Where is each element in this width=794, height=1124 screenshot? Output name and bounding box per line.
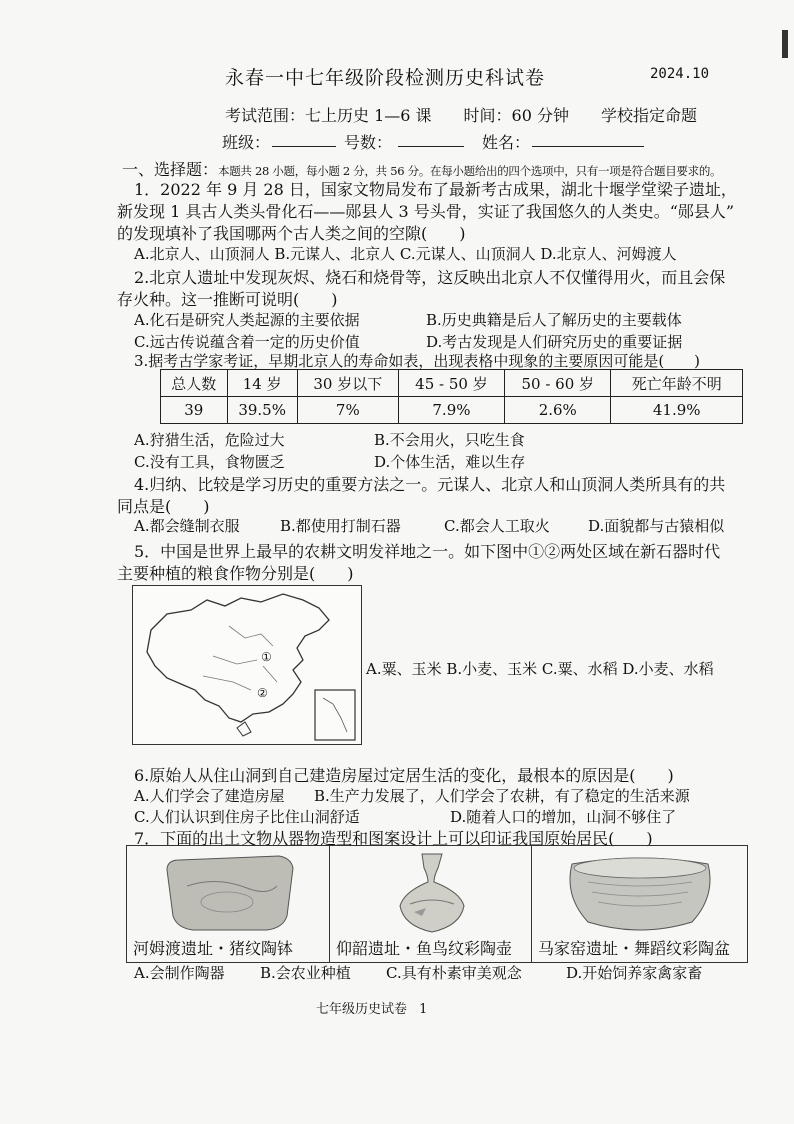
- exam-date: 2024.10: [650, 66, 710, 82]
- relic-caption-2: 仰韶遗址・鱼鸟纹彩陶壶: [336, 939, 513, 958]
- q6-option-a: A.人们学会了建造房屋: [134, 787, 285, 805]
- q4-line2: 同点是( ): [117, 497, 210, 516]
- table-header-row: [161, 370, 743, 397]
- q6-line1: 6.原始人从住山洞到自己建造房屋过定居生活的变化，最根本的原因是( ): [134, 766, 674, 785]
- table-cell: 7.9%: [398, 397, 504, 424]
- relic-caption-3: 马家窑遗址・舞蹈纹彩陶盆: [538, 939, 731, 958]
- section-instruction: 本题共 28 小题，每小题 2 分，共 56 分。在每小题给出的四个选项中，只有一项是符合题目要求的。: [218, 164, 722, 178]
- q7-option-b: B.会农业种植: [260, 964, 351, 982]
- class-blank[interactable]: [272, 146, 336, 147]
- region-1-marker: ①: [261, 650, 272, 664]
- q2-option-b: B.历史典籍是后人了解历史的主要载体: [426, 311, 682, 329]
- class-label: 班级：: [222, 133, 271, 152]
- pig-pattern-bowl-image: [127, 846, 329, 940]
- q2-line1: 2.北京人遗址中发现灰烬、烧石和烧骨等，这反映出北京人不仅懂得用火，而且会保: [134, 268, 726, 287]
- q2-option-c: C.远古传说蕴含着一定的历史价值: [134, 333, 360, 351]
- number-label: 号数：: [344, 133, 393, 152]
- relic-cell: [329, 846, 532, 962]
- table-header-cell: 45 - 50 岁: [398, 370, 504, 397]
- q7-line1: 7．下面的出土文物从器物造型和图案设计上可以印证我国原始居民( ): [134, 829, 653, 848]
- q1-line1: 1．2022 年 9 月 28 日，国家文物局发布了最新考古成果，湖北十堰学堂梁子遗址，: [134, 180, 737, 199]
- q2-option-d: D.考古发现是人们研究历史的重要证据: [426, 333, 683, 351]
- table-row: [161, 397, 743, 424]
- q5-options: A.粟、玉米 B.小麦、玉米 C.粟、水稻 D.小麦、水稻: [366, 660, 714, 678]
- scan-edge-mark: [782, 30, 788, 58]
- relic-cell: [531, 846, 748, 962]
- footer-label: 七年级历史试卷: [316, 1002, 408, 1017]
- q7-option-d: D.开始饲养家禽家畜: [566, 964, 703, 982]
- footer: [316, 998, 427, 1017]
- relics-figure: [126, 845, 748, 963]
- q2-option-a: A.化石是研究人类起源的主要依据: [134, 311, 360, 329]
- name-blank[interactable]: [532, 146, 644, 147]
- q1-options: A.北京人、山顶洞人 B.元谋人、北京人 C.元谋人、山顶洞人 D.北京人、河姆渡人: [134, 245, 677, 263]
- table-header-cell: 50 - 60 岁: [505, 370, 611, 397]
- table-cell: 41.9%: [611, 397, 743, 424]
- q4-line1: 4.归纳、比较是学习历史的重要方法之一。元谋人、北京人和山顶洞人类所具有的共: [134, 475, 726, 494]
- relic-caption-1: 河姆渡遗址・猪纹陶钵: [133, 939, 294, 958]
- section-title: 一、选择题：: [122, 160, 219, 179]
- q4-option-b: B.都使用打制石器: [280, 517, 401, 535]
- q4-option-c: C.都会人工取火: [444, 517, 550, 535]
- q6-option-c: C.人们认识到住房子比住山洞舒适: [134, 808, 360, 826]
- table-cell: 39.5%: [227, 397, 297, 424]
- q3-option-b: B.不会用火，只吃生食: [374, 431, 525, 449]
- table-header-cell: 总人数: [161, 370, 228, 397]
- q2-line2: 存火种。这一推断可说明( ): [117, 290, 338, 309]
- china-map: [132, 585, 362, 745]
- china-map-outline: [133, 586, 361, 744]
- table-header-cell: 死亡年龄不明: [611, 370, 743, 397]
- q3-option-c: C.没有工具，食物匮乏: [134, 453, 285, 471]
- dance-pattern-basin-image: [532, 846, 748, 940]
- q4-option-d: D.面貌都与古猿相似: [588, 517, 725, 535]
- q6-option-b: B.生产力发展了，人们学会了农耕，有了稳定的生活来源: [314, 787, 690, 805]
- q5-line1: 5．中国是世界上最早的农耕文明发祥地之一。如下图中①②两处区域在新石器时代: [134, 542, 721, 561]
- lifespan-table: [160, 369, 743, 424]
- q3-line1: 3.据考古学家考证，早期北京人的寿命如表，出现表格中现象的主要原因可能是( ): [134, 352, 701, 370]
- name-label: 姓名：: [482, 133, 531, 152]
- number-blank[interactable]: [398, 146, 464, 147]
- q1-line2: 新发现 1 具古人类头骨化石——郧县人 3 号头骨，实证了我国悠久的人类史。“郧县人”: [117, 202, 735, 221]
- q1-line3: 的发现填补了我国哪两个古人类之间的空隙( ): [117, 224, 466, 243]
- fish-bird-pot-image: [330, 846, 532, 940]
- relic-cell: [127, 846, 329, 962]
- region-2-marker: ②: [257, 686, 268, 700]
- q3-option-a: A.狩猎生活，危险过大: [134, 431, 285, 449]
- table-cell: 2.6%: [505, 397, 611, 424]
- table-header-cell: 14 岁: [227, 370, 297, 397]
- table-cell: 39: [161, 397, 228, 424]
- q5-line2: 主要种植的粮食作物分别是( ): [117, 564, 354, 583]
- page-number: 1: [419, 1002, 428, 1017]
- q6-option-d: D.随着人口的增加，山洞不够住了: [450, 808, 677, 826]
- q4-option-a: A.都会缝制衣服: [134, 517, 240, 535]
- exam-title: 永春一中七年级阶段检测历史科试卷: [225, 67, 546, 89]
- q7-option-c: C.具有朴素审美观念: [386, 964, 522, 982]
- q3-option-d: D.个体生活，难以生存: [374, 453, 526, 471]
- exam-info-line: 考试范围：七上历史 1—6 课 时间：60 分钟 学校指定命题: [225, 106, 697, 125]
- table-header-cell: 30 岁以下: [297, 370, 398, 397]
- q7-option-a: A.会制作陶器: [134, 964, 225, 982]
- table-cell: 7%: [297, 397, 398, 424]
